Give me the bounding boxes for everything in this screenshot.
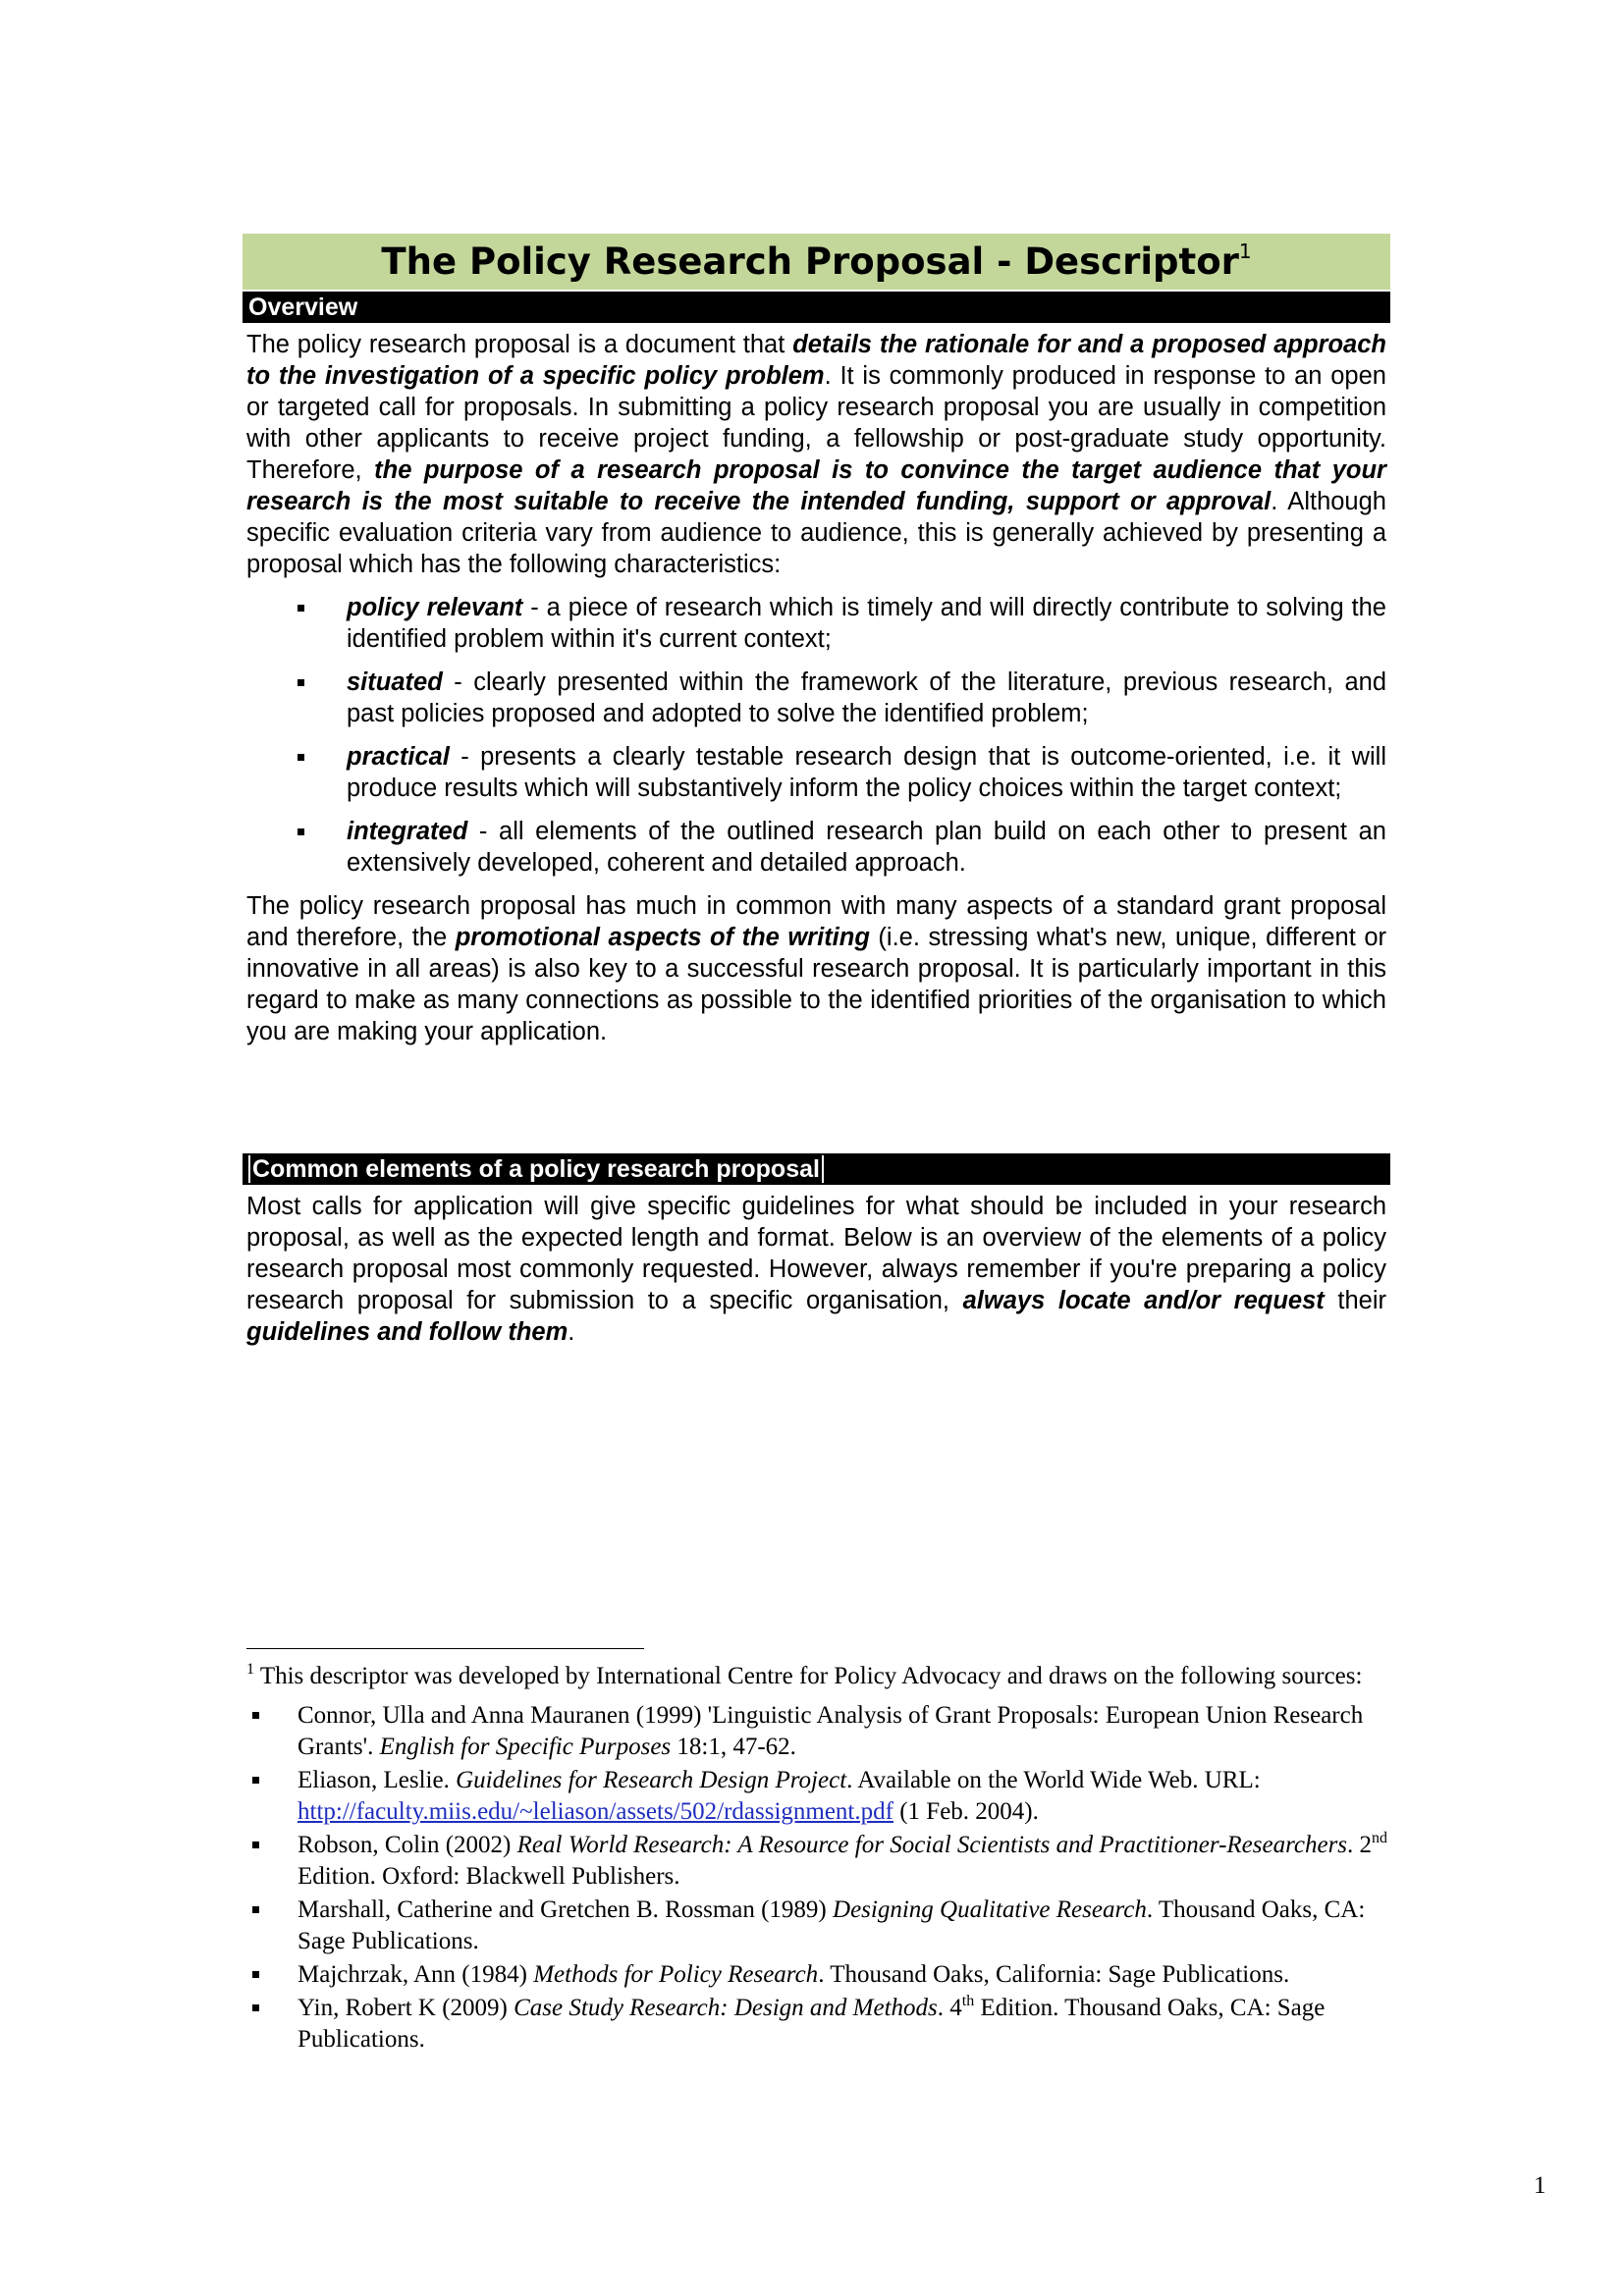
reference-item (246, 1830, 1390, 1893)
document-title (243, 234, 1390, 290)
footnote-intro (246, 1661, 1390, 1692)
common-elements-paragraph: Most calls for application will give specific guidelines for what should be included in your research proposal, as well as the expected length and format. Below is an overview of the elements of a policy research proposal most commonly requested. However, always remember if you're preparing a policy research proposal for submission to a specific organisation, always locate and/or request their guidelines and follow them. (246, 1193, 1386, 1346)
bullet-icon (298, 605, 304, 612)
overview-heading (243, 292, 1390, 323)
overview-paragraph-2: The policy research proposal has much in common with many aspects of a standard grant proposal and therefore, the promotional aspects of the writing (i.e. stressing what's new, unique, different or innovative in all areas) is also key to a successful research proposal. It is particularly important in this regard to make as many connections as possible to the identified priorities of the organisation to which you are making your application. (246, 892, 1386, 1045)
ordinal-suffix: nd (1372, 1830, 1388, 1846)
characteristic-term: situated (347, 668, 443, 696)
bullet-icon (252, 1777, 259, 1784)
footnote-intro-text: This descriptor was developed by International Centre for Policy Advocacy and draws on the following sources: (259, 1663, 1363, 1689)
common-elements-heading (243, 1153, 1390, 1185)
italic-title: Designing Qualitative Research (833, 1896, 1147, 1923)
ordinal-suffix: th (961, 1993, 975, 2009)
title-footnote-mark[interactable]: 1 (1238, 240, 1252, 263)
reference-item (246, 1700, 1390, 1763)
characteristic-term: policy relevant (347, 594, 523, 621)
italic-title: Real World Research: A Resource for Social Scientists and Practitioner-Researchers (516, 1832, 1348, 1858)
italic-title: Guidelines for Research Design Project (456, 1767, 847, 1793)
document-body (243, 234, 1390, 1348)
overview-paragraph-1: The policy research proposal is a document that details the rationale for and a proposed approach to the investigation of a specific policy problem. It is commonly produced in response to an open or targeted call for proposals. In submitting a policy research proposal you are usually in competition with other applicants to receive project funding, a fellowship or post-graduate study opportunity. Therefore, the purpose of a research proposal is to convince the target audience that your research is the most suitable to receive the intended funding, support or approval. Although specific evaluation criteria vary from audience to audience, this is generally achieved by presenting a proposal which has the following characteristics: (246, 331, 1386, 578)
reference-item (246, 1993, 1390, 2056)
reference-text: Eliason, Leslie. Guidelines for Research Design Project. Available on the World Wide Web. URL: http://faculty.miis.edu/~leliason/assets/502/rdassignment.pdf (1 Feb. 2004). (298, 1767, 1261, 1825)
characteristics-list (243, 592, 1390, 879)
bullet-icon (252, 1971, 259, 1978)
emphasis-text: the purpose of a research proposal is to convince the target audience that your research is the most suitable to receive the intended funding, support or approval (246, 456, 1386, 515)
page-number: 1 (1534, 2172, 1546, 2199)
references-list (246, 1700, 1390, 2056)
italic-title: Methods for Policy Research (533, 1961, 819, 1988)
emphasis-text: always locate and/or request (962, 1287, 1325, 1314)
reference-item (246, 1895, 1390, 1957)
italic-title: English for Specific Purposes (379, 1734, 672, 1760)
footnote (246, 1661, 1390, 2057)
footnote-mark: 1 (246, 1661, 254, 1678)
characteristic-item (243, 592, 1390, 655)
reference-text: Connor, Ulla and Anna Mauranen (1999) 'Linguistic Analysis of Grant Proposals: European Union Research Grants'. English for Specific Purposes 18:1, 47-62. (298, 1702, 1364, 1760)
characteristic-term: practical (347, 743, 450, 771)
reference-text: Robson, Colin (2002) Real World Research: A Resource for Social Scientists and Practitioner-Researchers. 2nd Edition. Oxford: Blackwell Publishers. (298, 1830, 1388, 1890)
reference-text: Majchrzak, Ann (1984) Methods for Policy Research. Thousand Oaks, California: Sage Publications. (298, 1961, 1290, 1988)
reference-text: Marshall, Catherine and Gretchen B. Rossman (1989) Designing Qualitative Research. Thousand Oaks, CA: Sage Publications. (298, 1896, 1366, 1954)
bullet-icon (298, 679, 304, 686)
characteristic-description: - a piece of research which is timely and will directly contribute to solving the identified problem within it's current context; (347, 594, 1386, 653)
bullet-icon (252, 1906, 259, 1913)
bullet-icon (252, 1712, 259, 1719)
characteristic-item (243, 667, 1390, 729)
emphasis-text: promotional aspects of the writing (455, 924, 870, 951)
common-elements-heading-text: Common elements of a policy research proposal (248, 1155, 824, 1183)
emphasis-text: details the rationale for and a proposed approach to the investigation of a specific policy problem (246, 331, 1386, 390)
characteristic-item (243, 816, 1390, 879)
reference-url-link[interactable]: http://faculty.miis.edu/~leliason/assets/502/rdassignment.pdf (298, 1798, 893, 1825)
characteristic-description: - clearly presented within the framework of the literature, previous research, and past policies proposed and adopted to solve the identified problem; (347, 668, 1386, 727)
reference-item (246, 1765, 1390, 1828)
characteristic-description: - all elements of the outlined research plan build on each other to present an extensively developed, coherent and detailed approach. (347, 818, 1386, 877)
reference-item (246, 1959, 1390, 1991)
bullet-icon (252, 1842, 259, 1848)
footnote-separator (246, 1648, 644, 1649)
characteristic-item (243, 741, 1390, 804)
characteristic-description: - presents a clearly testable research design that is outcome-oriented, i.e. it will produce results which will substantively inform the policy choices within the target context; (347, 743, 1386, 802)
emphasis-text: guidelines and follow them (246, 1318, 568, 1346)
reference-text: Yin, Robert K (2009) Case Study Research: Design and Methods. 4th Edition. Thousand Oaks, CA: Sage Publications. (298, 1993, 1326, 2053)
characteristic-term: integrated (347, 818, 468, 845)
bullet-icon (298, 828, 304, 835)
italic-title: Case Study Research: Design and Methods (514, 1995, 938, 2021)
title-text: The Policy Research Proposal - Descriptor (381, 240, 1239, 283)
overview-heading-text: Overview (248, 294, 358, 321)
bullet-icon (252, 2004, 259, 2011)
bullet-icon (298, 754, 304, 761)
